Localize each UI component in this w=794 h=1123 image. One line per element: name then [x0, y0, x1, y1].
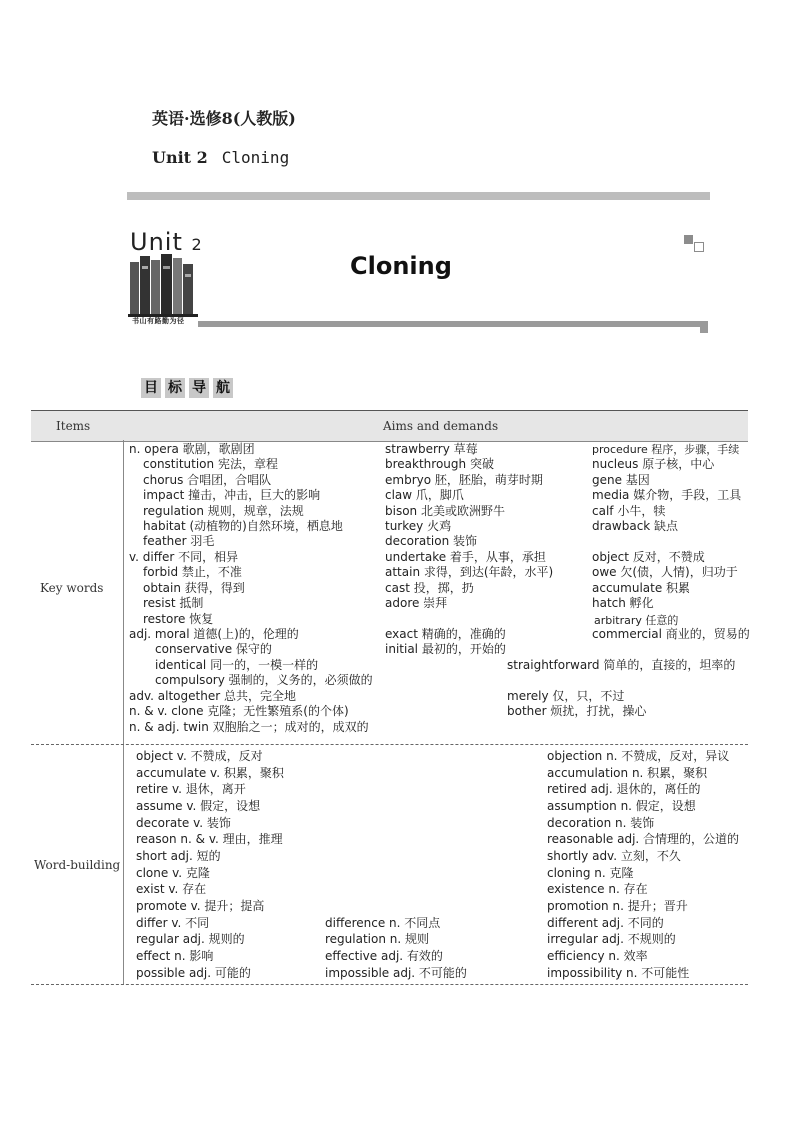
book-title: 英语·选修8(人教版) — [152, 109, 296, 128]
banner-unit — [130, 228, 203, 256]
row-label-key-words: Key words — [40, 581, 104, 595]
list-item: different adj. 不同的 — [547, 916, 664, 930]
list-item: adv. altogether 总共，完全地 — [129, 689, 296, 703]
section-title — [141, 378, 233, 398]
list-item: drawback 缺点 — [592, 519, 679, 533]
banner-title: Cloning — [350, 252, 452, 280]
list-item: exact 精确的，准确的 — [385, 627, 506, 641]
list-item: impossible adj. 不可能的 — [325, 966, 467, 980]
list-item: efficiency n. 效率 — [547, 949, 648, 963]
list-item: resist 抵制 — [143, 596, 204, 610]
list-item: accumulate v. 积累，聚积 — [136, 766, 284, 780]
list-item: owe 欠(债，人情)，归功于 — [592, 565, 738, 579]
list-item: accumulation n. 积累，聚积 — [547, 766, 708, 780]
banner-top-bar — [127, 192, 710, 200]
list-item: merely 仅，只，不过 — [507, 689, 625, 703]
list-item: restore 恢复 — [143, 612, 214, 626]
list-item: media 媒介物，手段，工具 — [592, 488, 742, 502]
list-item: n. & adj. twin 双胞胎之一；成对的，成双的 — [129, 720, 369, 734]
list-item: decorate v. 装饰 — [136, 816, 231, 830]
books-icon — [128, 252, 200, 318]
list-item: promote v. 提升；提高 — [136, 899, 265, 913]
list-item: cloning n. 克隆 — [547, 866, 634, 880]
list-item: impact 撞击，冲击，巨大的影响 — [143, 488, 321, 502]
table-header — [31, 410, 748, 442]
list-item: nucleus 原子核，中心 — [592, 457, 715, 471]
list-item: irregular adj. 不规则的 — [547, 932, 676, 946]
list-item: claw 爪，脚爪 — [385, 488, 464, 502]
unit-heading — [152, 148, 289, 167]
list-item: hatch 孵化 — [592, 596, 654, 610]
list-item: initial 最初的，开始的 — [385, 642, 506, 656]
list-item: strawberry 草莓 — [385, 442, 478, 456]
list-item: differ v. 不同 — [136, 916, 210, 930]
list-item: chorus 合唱团，合唱队 — [143, 473, 272, 487]
section-char: 标 — [165, 378, 185, 398]
list-item: n. opera 歌剧，歌剧团 — [129, 442, 255, 456]
list-item: arbitrary 任意的 — [594, 614, 679, 627]
list-item: difference n. 不同点 — [325, 916, 441, 930]
list-item: clone v. 克隆 — [136, 866, 210, 880]
list-item: bison 北美或欧洲野牛 — [385, 504, 505, 518]
list-item: constitution 宪法，章程 — [143, 457, 278, 471]
banner-motto: 书山有路勤为径 — [132, 317, 185, 325]
list-item: attain 求得，到达(年龄，水平) — [385, 565, 554, 579]
list-item: procedure 程序，步骤，手续 — [592, 443, 740, 456]
list-item: regulation n. 规则 — [325, 932, 429, 946]
list-item: conservative 保守的 — [155, 642, 272, 656]
list-item: exist v. 存在 — [136, 882, 207, 896]
list-item: gene 基因 — [592, 473, 650, 487]
list-item: cast 投，掷，扔 — [385, 581, 474, 595]
list-item: impossibility n. 不可能性 — [547, 966, 690, 980]
list-item: regular adj. 规则的 — [136, 932, 245, 946]
square-outline-icon — [694, 242, 704, 252]
banner-unit-word: Unit — [130, 228, 183, 256]
list-item: effect n. 影响 — [136, 949, 214, 963]
list-item: existence n. 存在 — [547, 882, 648, 896]
list-item: decoration n. 装饰 — [547, 816, 655, 830]
list-item: adj. moral 道德(上)的，伦理的 — [129, 627, 299, 641]
list-item: forbid 禁止，不准 — [143, 565, 242, 579]
section-char: 导 — [189, 378, 209, 398]
list-item: retire v. 退休，离开 — [136, 782, 246, 796]
banner-unit-number: 2 — [191, 235, 203, 254]
list-item: regulation 规则，规章，法规 — [143, 504, 304, 518]
row-label-word-building: Word-building — [34, 858, 121, 872]
list-item: turkey 火鸡 — [385, 519, 452, 533]
list-item: bother 烦扰，打扰，操心 — [507, 704, 647, 718]
list-item: promotion n. 提升；晋升 — [547, 899, 688, 913]
list-item: feather 羽毛 — [143, 534, 215, 548]
list-item: retired adj. 退休的，离任的 — [547, 782, 701, 796]
list-item: straightforward 简单的，直接的，坦率的 — [507, 658, 736, 672]
list-item: objection n. 不赞成，反对，异议 — [547, 749, 730, 763]
list-item: object 反对，不赞成 — [592, 550, 705, 564]
list-item: embryo 胚，胚胎，萌芽时期 — [385, 473, 543, 487]
list-item: obtain 获得，得到 — [143, 581, 245, 595]
list-item: n. & v. clone 克隆；无性繁殖系(的个体) — [129, 704, 349, 718]
header-aims: Aims and demands — [383, 419, 499, 433]
square-icon — [684, 235, 693, 244]
row-divider — [31, 744, 748, 745]
list-item: object v. 不赞成，反对 — [136, 749, 263, 763]
list-item: breakthrough 突破 — [385, 457, 494, 471]
unit-title: Cloning — [221, 148, 290, 167]
unit-label: Unit 2 — [152, 148, 208, 167]
banner-bar-end — [700, 321, 708, 333]
row-divider — [31, 984, 748, 985]
header-items: Items — [56, 419, 91, 433]
list-item: assume v. 假定，设想 — [136, 799, 261, 813]
list-item: accumulate 积累 — [592, 581, 691, 595]
list-item: commercial 商业的，贸易的 — [592, 627, 750, 641]
list-item: shortly adv. 立刻，不久 — [547, 849, 681, 863]
banner-bottom-bar — [198, 321, 708, 327]
list-item: reason n. & v. 理由，推理 — [136, 832, 283, 846]
section-char: 航 — [213, 378, 233, 398]
column-divider — [123, 440, 124, 985]
list-item: compulsory 强制的，义务的，必须做的 — [155, 673, 373, 687]
list-item: adore 崇拜 — [385, 596, 448, 610]
section-char: 目 — [141, 378, 161, 398]
list-item: identical 同一的，一模一样的 — [155, 658, 319, 672]
list-item: short adj. 短的 — [136, 849, 221, 863]
list-item: possible adj. 可能的 — [136, 966, 251, 980]
list-item: calf 小牛，犊 — [592, 504, 666, 518]
list-item: undertake 着手，从事，承担 — [385, 550, 546, 564]
list-item: v. differ 不同，相异 — [129, 550, 239, 564]
list-item: decoration 装饰 — [385, 534, 478, 548]
list-item: reasonable adj. 合情理的，公道的 — [547, 832, 740, 846]
list-item: assumption n. 假定，设想 — [547, 799, 696, 813]
list-item: effective adj. 有效的 — [325, 949, 443, 963]
list-item: habitat (动植物的)自然环境，栖息地 — [143, 519, 343, 533]
